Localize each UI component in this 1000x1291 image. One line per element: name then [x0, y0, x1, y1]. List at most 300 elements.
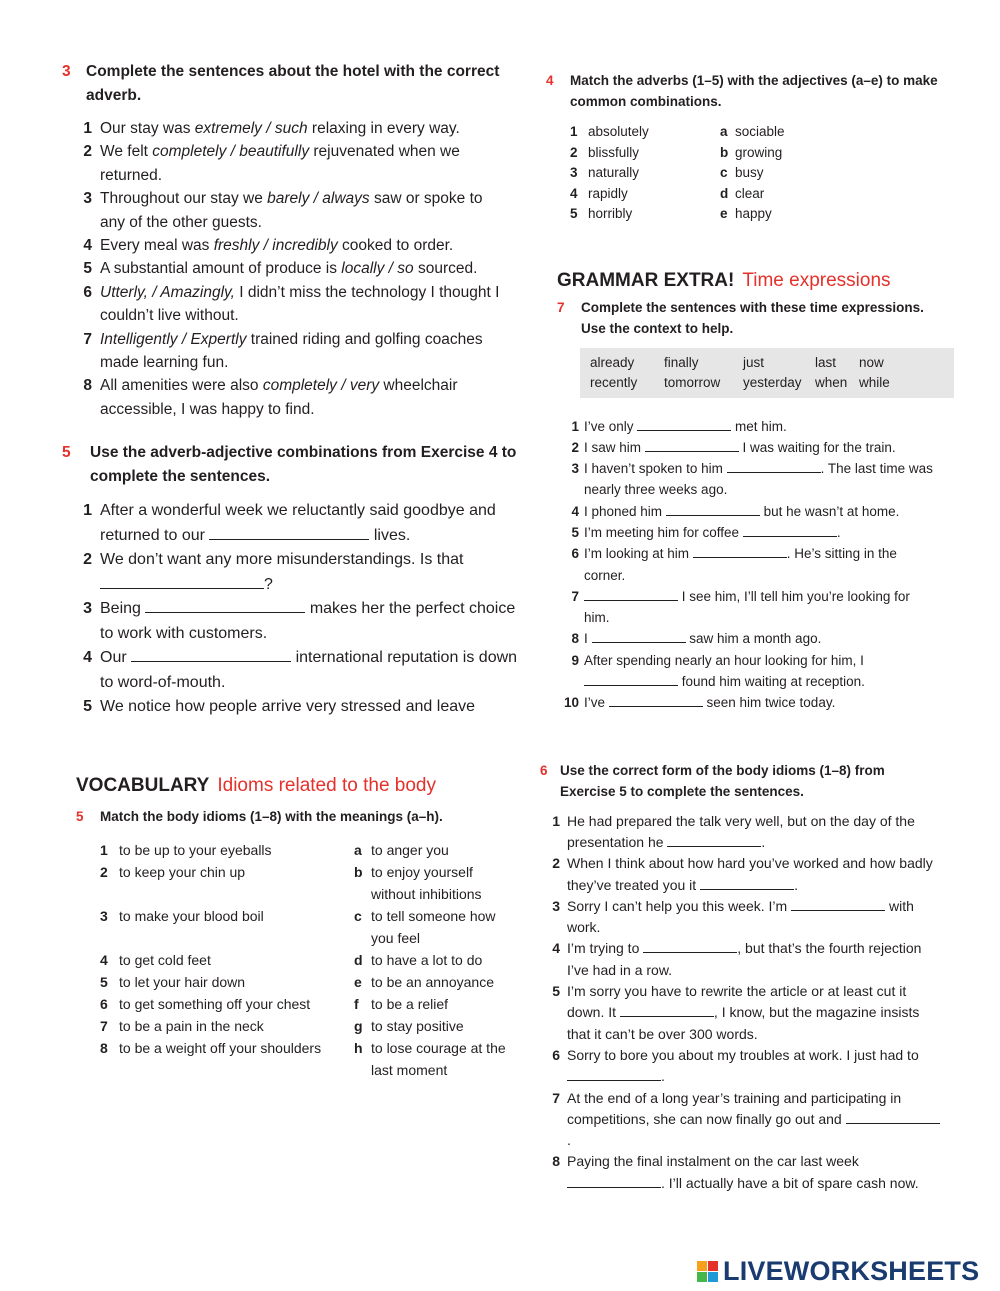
text-part: .: [567, 1132, 571, 1149]
item-number: 6: [552, 1046, 560, 1063]
time-expression: now: [859, 354, 884, 370]
item-number: 2: [83, 551, 92, 569]
text-part: After a wonderful week we reluctantly said goodbye and returned to our: [100, 502, 496, 544]
option-text: to keep your chin up: [119, 863, 246, 880]
match-row: [570, 184, 958, 205]
text-part: seen him twice today.: [702, 695, 836, 711]
adverb-option[interactable]: [570, 204, 720, 225]
exercise-item: [540, 1151, 958, 1194]
exercise-number: 5: [62, 444, 71, 462]
option-text: to lose courage at the last moment: [371, 1039, 506, 1078]
exercise-4-heading: [546, 70, 958, 112]
item-text: [584, 650, 939, 693]
adverb-option[interactable]: [570, 163, 720, 184]
adverb-option[interactable]: [570, 143, 720, 164]
text-part: Every meal was: [100, 237, 214, 255]
option-text: to get something off your chest: [119, 995, 311, 1012]
item-text: [567, 981, 941, 1045]
text-part: I see him, I’ll tell him you’re looking for him.: [584, 588, 910, 626]
vocabulary-section: [76, 774, 534, 1081]
text-part: All amenities were also: [100, 377, 263, 395]
answer-blank[interactable]: [666, 503, 760, 516]
text-part: . I’ll actually have a bit of spare cash now.: [661, 1174, 919, 1191]
item-text: [100, 140, 500, 187]
exercise-number: 7: [557, 299, 565, 315]
option-text: to be a pain in the neck: [119, 1017, 264, 1034]
item-number: 4: [83, 649, 92, 667]
exercise-item: [78, 548, 534, 597]
answer-blank[interactable]: [700, 877, 794, 890]
adjective-option[interactable]: [720, 163, 764, 184]
text-part: I’m trying to: [567, 940, 644, 957]
answer-blank[interactable]: [620, 1004, 714, 1017]
option-number: 1: [570, 124, 578, 139]
item-text: [100, 117, 500, 140]
exercise-item: [557, 501, 958, 522]
text-part: We don’t want any more misunderstandings. Is that: [100, 551, 464, 569]
exercise-item: [540, 938, 958, 981]
option-number: 7: [100, 1017, 108, 1034]
liveworksheets-logo-icon: [697, 1261, 719, 1283]
text-part: lives.: [369, 526, 411, 544]
option-text: growing: [735, 144, 783, 160]
answer-blank[interactable]: [145, 600, 305, 613]
text-part: . The last time was nearly three weeks ago.: [584, 461, 933, 498]
text-part: After spending nearly an hour looking for him, I: [584, 652, 864, 668]
text-part: I’m looking at him: [584, 546, 693, 562]
time-expression: tomorrow: [664, 374, 721, 390]
match-row: [100, 1037, 534, 1081]
exercise-6: [540, 760, 958, 1194]
text-part: .: [761, 833, 766, 850]
exercise-7-items: [557, 416, 958, 714]
exercise-7-heading: [557, 297, 958, 339]
exercise-item: [78, 140, 534, 187]
item-number: 2: [552, 855, 560, 872]
answer-blank[interactable]: [567, 1068, 661, 1081]
match-row: [100, 1015, 534, 1037]
match-row: [100, 993, 534, 1015]
option-letter: f: [354, 995, 359, 1012]
text-part: but he wasn’t at home.: [759, 503, 900, 519]
idiom-option[interactable]: [100, 993, 354, 1015]
answer-blank[interactable]: [637, 418, 731, 431]
text-part: international reputation is down to word-of-mouth.: [100, 649, 518, 691]
item-text: [584, 437, 939, 458]
idiom-option[interactable]: [100, 861, 354, 905]
exercise-6-heading: [540, 760, 958, 802]
answer-blank[interactable]: [567, 1175, 661, 1188]
exercise-item: [557, 522, 958, 543]
exercise-instruction: Complete the sentences about the hotel with the correct adverb.: [86, 63, 500, 104]
time-expression: finally: [664, 354, 699, 370]
answer-blank[interactable]: [592, 630, 686, 643]
meaning-option[interactable]: [354, 839, 506, 861]
item-text: [567, 896, 941, 939]
adverb-match-table: [570, 122, 958, 225]
text-part: I’m sorry you have to rewrite the article or at least cut it down. It: [567, 983, 907, 1021]
text-part: Throughout our stay we: [100, 190, 268, 208]
item-number: 6: [83, 283, 92, 301]
item-text: [100, 548, 518, 597]
time-expression: recently: [590, 374, 638, 390]
item-number: 4: [552, 940, 560, 957]
answer-blank[interactable]: [667, 834, 761, 847]
exercise-5-items: [62, 499, 534, 720]
exercise-3-heading: [62, 60, 534, 108]
option-number: 5: [100, 973, 108, 990]
answer-blank[interactable]: [584, 673, 678, 686]
item-number: 7: [552, 1089, 560, 1106]
section-title-topic: Time expressions: [742, 269, 891, 291]
idiom-option[interactable]: [100, 1037, 354, 1081]
exercise-item: [78, 281, 534, 328]
text-part: . He’s sitting in the corner.: [584, 546, 897, 583]
idiom-option[interactable]: [100, 1015, 354, 1037]
item-number: 1: [83, 502, 92, 520]
option-text: to be up to your eyeballs: [119, 841, 272, 858]
exercise-item: [78, 374, 534, 421]
text-part: I’ve: [584, 695, 609, 711]
exercise-instruction: Match the adverbs (1–5) with the adjectives (a–e) to make common combinations.: [570, 73, 938, 109]
option-text: blissfully: [588, 144, 640, 160]
exercise-item: [540, 981, 958, 1045]
match-row: [100, 905, 534, 949]
item-number: 1: [552, 812, 560, 829]
section-title: [557, 269, 958, 293]
item-number: 3: [552, 897, 560, 914]
text-part: At the end of a long year’s training and participating in competitions, she can now finally go out and: [567, 1089, 902, 1127]
option-letter: a: [720, 124, 728, 139]
option-number: 4: [100, 951, 108, 968]
meaning-option[interactable]: [354, 1037, 506, 1081]
answer-blank[interactable]: [609, 694, 703, 707]
adverb-option[interactable]: [570, 184, 720, 205]
answer-blank[interactable]: [791, 898, 885, 911]
match-row: [570, 143, 958, 164]
adjective-option[interactable]: [720, 143, 782, 164]
exercise-item: [540, 853, 958, 896]
exercise-item: [78, 234, 534, 257]
text-part: Sorry to bore you about my troubles at work. I just had to: [567, 1046, 919, 1063]
option-text: busy: [735, 165, 764, 180]
text-part: We felt: [100, 143, 153, 161]
adverb-option[interactable]: [570, 122, 720, 143]
text-part: relaxing in every way.: [307, 120, 460, 137]
item-text: [567, 1045, 941, 1088]
item-text: [100, 374, 500, 421]
option-text: to stay positive: [371, 1017, 464, 1034]
text-part: He had prepared the talk very well, but on the day of the presentation he: [567, 812, 915, 850]
option-letter: c: [354, 907, 362, 924]
item-number: 10: [563, 695, 579, 711]
text-part: saw him a month ago.: [685, 631, 822, 647]
item-number: 3: [83, 600, 92, 618]
item-number: 8: [83, 377, 92, 395]
text-part: Our stay was: [100, 120, 195, 137]
option-letter: d: [720, 185, 729, 201]
time-expression: last: [815, 354, 837, 370]
option-letter: e: [720, 206, 728, 221]
exercise-item: [540, 896, 958, 939]
item-number: 1: [83, 120, 92, 137]
text-part: ?: [264, 575, 273, 593]
exercise-item: [78, 187, 534, 234]
option-letter: e: [354, 973, 362, 990]
option-text: horribly: [588, 206, 633, 221]
option-letter: a: [354, 841, 362, 858]
exercise-6-items: [540, 811, 958, 1194]
adverb-choice[interactable]: Intelligently / Expertly: [100, 330, 247, 348]
exercise-item: [78, 328, 534, 375]
exercise-5-heading: [62, 441, 534, 489]
option-text: to anger you: [371, 841, 449, 858]
text-part: I phoned him: [584, 503, 666, 519]
option-text: to enjoy yourself without inhibitions: [371, 863, 482, 902]
time-expression: already: [590, 354, 635, 370]
text-part: Being: [100, 600, 146, 618]
meaning-option[interactable]: [354, 971, 506, 993]
item-text: [100, 281, 500, 328]
option-text: to get cold feet: [119, 951, 211, 968]
option-number: 5: [570, 206, 578, 221]
exercise-instruction: Use the adverb-adjective combinations from Exercise 4 to complete the sentences.: [90, 444, 517, 486]
item-number: 7: [83, 330, 92, 348]
option-letter: b: [354, 863, 363, 880]
answer-blank[interactable]: [645, 439, 739, 452]
option-letter: h: [354, 1039, 363, 1056]
text-part: A substantial amount of produce is: [100, 260, 342, 278]
text-part: Sorry I can’t help you this week. I’m: [567, 897, 792, 914]
adjective-option[interactable]: [720, 204, 772, 225]
item-number: 5: [552, 983, 560, 1000]
text-part: I: [584, 631, 592, 647]
exercise-item: [557, 628, 958, 649]
exercise-item: [540, 1045, 958, 1088]
option-number: 8: [100, 1039, 108, 1056]
time-expressions-box: [580, 348, 954, 398]
right-column: [540, 70, 958, 1194]
exercise-item: [540, 811, 958, 854]
item-text: [100, 695, 518, 720]
item-text: [100, 499, 518, 548]
text-part: sourced.: [413, 260, 478, 278]
adverb-choice[interactable]: completely / very: [262, 377, 380, 395]
option-text: to tell someone how you feel: [371, 907, 496, 946]
text-part: We notice how people arrive very stressed and leave: [100, 698, 476, 716]
item-number: 5: [83, 698, 92, 716]
option-number: 6: [100, 995, 108, 1012]
item-text: [584, 522, 939, 543]
option-number: 2: [570, 144, 578, 160]
text-part: .: [794, 876, 798, 893]
item-text: [100, 646, 518, 695]
text-part: I haven’t spoken to him: [584, 461, 727, 477]
item-text: [567, 853, 941, 896]
text-part: rejuvenated when we returned.: [100, 143, 460, 184]
grammar-extra-section: [557, 269, 958, 714]
match-row: [570, 204, 958, 225]
item-text: [584, 543, 939, 586]
option-number: 2: [100, 863, 108, 880]
exercise-instruction: Complete the sentences with these time expressions. Use the context to help.: [581, 299, 924, 336]
exercise-item: [78, 646, 534, 695]
item-number: 6: [571, 546, 579, 562]
exercise-number: 5: [76, 808, 84, 824]
item-text: [100, 257, 500, 280]
exercise-item: [78, 695, 534, 720]
item-number: 5: [571, 524, 579, 540]
adverb-choice[interactable]: Utterly, / Amazingly,: [100, 283, 235, 301]
adjective-option[interactable]: [720, 184, 764, 205]
match-row: [570, 163, 958, 184]
exercise-item: [557, 437, 958, 458]
item-text: [584, 458, 939, 501]
time-expression: just: [743, 354, 765, 370]
text-part: I’ve only: [584, 418, 638, 434]
idiom-option[interactable]: [100, 971, 354, 993]
item-number: 2: [83, 143, 92, 161]
text-part: .: [661, 1068, 665, 1085]
text-part: I was waiting for the train.: [738, 439, 896, 455]
brand-name: LIVEWORKSHEETS: [723, 1256, 980, 1286]
option-text: to let your hair down: [119, 973, 246, 990]
exercise-number: 4: [546, 73, 554, 88]
meaning-option[interactable]: [354, 861, 506, 905]
item-number: 1: [571, 418, 579, 434]
exercise-item: [78, 597, 534, 646]
adverb-choice[interactable]: locally / so: [341, 260, 414, 278]
text-part: Our: [100, 649, 132, 667]
text-part: saw or spoke to any of the other guests.: [100, 190, 483, 231]
answer-blank[interactable]: [846, 1111, 940, 1124]
meaning-option[interactable]: [354, 993, 506, 1015]
exercise-item: [78, 117, 534, 140]
match-row: [100, 839, 534, 861]
adverb-choice[interactable]: freshly / incredibly: [213, 237, 338, 255]
item-number: 5: [83, 260, 92, 278]
answer-blank[interactable]: [693, 545, 787, 558]
text-part: , I know, but the magazine insists that it can’t be over 300 words.: [567, 1004, 920, 1042]
exercise-item: [78, 257, 534, 280]
option-number: 3: [570, 165, 578, 180]
option-text: sociable: [735, 124, 785, 139]
item-number: 8: [571, 631, 579, 647]
time-expression: yesterday: [743, 374, 802, 390]
text-part: Paying the final instalment on the car last week: [567, 1153, 859, 1170]
left-column: [62, 60, 534, 1081]
text-part: trained riding and golfing coaches made learning fun.: [100, 330, 483, 372]
time-expression: while: [859, 374, 890, 390]
answer-blank[interactable]: [743, 524, 837, 537]
item-text: [100, 328, 500, 375]
option-letter: c: [720, 165, 728, 180]
option-text: naturally: [588, 165, 640, 180]
answer-blank[interactable]: [100, 576, 264, 589]
item-text: [100, 597, 518, 646]
meaning-option[interactable]: [354, 1015, 506, 1037]
idiom-option[interactable]: [100, 839, 354, 861]
answer-blank[interactable]: [643, 940, 737, 953]
answer-blank[interactable]: [584, 588, 678, 601]
adverb-choice[interactable]: barely / always: [267, 190, 370, 208]
option-text: clear: [735, 185, 765, 201]
exercise-4: [546, 70, 958, 225]
option-text: to be an annoyance: [371, 973, 494, 990]
item-text: [567, 938, 941, 981]
section-title-main: VOCABULARY: [76, 774, 210, 796]
exercise-number: 6: [540, 762, 548, 778]
text-part: I didn’t miss the technology I thought I couldn’t live without.: [100, 283, 500, 325]
exercise-5-sentences: [62, 441, 534, 720]
adjective-option[interactable]: [720, 122, 785, 143]
exercise-item: [540, 1088, 958, 1152]
item-number: 4: [83, 237, 92, 255]
option-text: to have a lot to do: [371, 951, 483, 968]
exercise-item: [557, 543, 958, 586]
vocab-exercise-heading: [76, 806, 534, 827]
match-row: [100, 861, 534, 905]
option-number: 1: [100, 841, 108, 858]
idiom-option[interactable]: [100, 949, 354, 971]
option-text: to be a relief: [371, 995, 449, 1012]
idiom-option[interactable]: [100, 905, 354, 949]
match-row: [100, 971, 534, 993]
option-letter: g: [354, 1017, 363, 1034]
option-letter: b: [720, 144, 729, 160]
option-text: to make your blood boil: [119, 907, 264, 924]
answer-blank[interactable]: [209, 527, 369, 540]
option-text: rapidly: [588, 185, 628, 201]
option-number: 4: [570, 185, 578, 201]
adverb-choice[interactable]: completely / beautifully: [152, 143, 310, 161]
text-part: I’m meeting him for coffee: [584, 524, 743, 540]
option-number: 3: [100, 907, 108, 924]
item-text: [100, 234, 500, 257]
idioms-match-table: [100, 839, 534, 1081]
option-text: absolutely: [588, 124, 649, 139]
match-row: [100, 949, 534, 971]
text-part: makes her the perfect choice to work with customers.: [100, 600, 516, 642]
text-part: , but that’s the fourth rejection I’ve had in a row.: [567, 940, 922, 978]
item-number: 9: [571, 652, 579, 668]
exercise-item: [557, 692, 958, 713]
item-text: [584, 628, 939, 649]
item-text: [584, 692, 939, 713]
adverb-choice[interactable]: extremely / such: [194, 120, 308, 137]
item-text: [584, 501, 939, 522]
answer-blank[interactable]: [131, 649, 291, 662]
liveworksheets-logo[interactable]: [697, 1256, 979, 1287]
meaning-option[interactable]: [354, 905, 506, 949]
text-part: found him waiting at reception.: [678, 674, 865, 690]
exercise-3-items: [62, 117, 534, 421]
item-text: [567, 1151, 941, 1194]
answer-blank[interactable]: [727, 460, 821, 473]
exercise-3: [62, 60, 534, 421]
option-letter: d: [354, 951, 363, 968]
text-part: When I think about how hard you’ve worked and how badly they’ve treated you it: [567, 855, 933, 893]
item-number: 3: [83, 190, 92, 208]
item-text: [584, 586, 939, 629]
item-number: 4: [571, 503, 579, 519]
exercise-item: [557, 650, 958, 693]
text-part: cooked to order.: [337, 237, 454, 255]
exercise-item: [557, 416, 958, 437]
meaning-option[interactable]: [354, 949, 506, 971]
section-title-topic: Idioms related to the body: [217, 774, 436, 796]
time-expression: when: [815, 374, 848, 390]
